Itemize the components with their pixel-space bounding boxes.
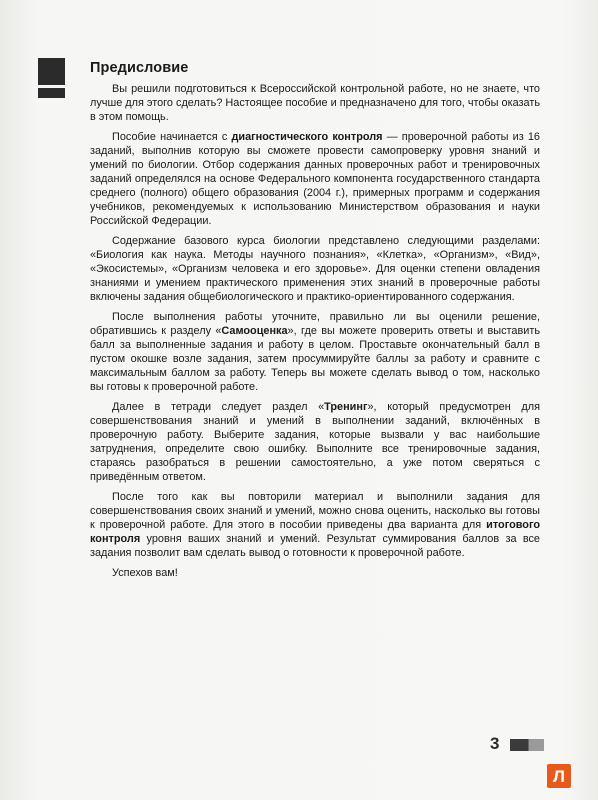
paragraph-final-control: После того как вы повторили материал и выполнили задания для совершенствования своих знаний и умений, можно снова оценить, насколько вы готовы к проверочной работе. Для этого в пособии приведены два варианта для итогового контроля уровня ваших знаний и умений. Результат суммирования баллов за все задания позволит вам сделать вывод о готовности к проверочной работе. bbox=[90, 491, 540, 559]
term-self-assessment: Самооценка bbox=[221, 325, 288, 337]
preface-text bbox=[90, 82, 540, 580]
page-title: Предисловие bbox=[90, 60, 189, 76]
term-final-control: итогового контроля bbox=[90, 519, 540, 545]
labirint-logo-icon bbox=[547, 764, 571, 788]
paragraph-self-assessment: После выполнения работы уточните, правильно ли вы оценили решение, обратившись к разделу «Самооценка», где вы можете проверить ответы и выставить балл за выполненные задания и работу в целом. Проставьте окончательный балл в пустом окошке возле задания, затем просуммируйте баллы за работу и сравните с максимальным баллом за работу. Теперь вы можете сделать вывод о том, насколько вы готовы к проверочной работе. bbox=[90, 311, 540, 393]
page-number-bar bbox=[510, 739, 544, 751]
paragraph-diagnostic: Пособие начинается с диагностического контроля — проверочной работы из 16 заданий, выполнив которую вы сможете провести самопроверку уровня знаний и умений по биологии. Отбор содержания данных проверочных работ и тренировочных заданий определялся на основе Федерального компонента государственного стандарта среднего (полного) общего образования (2004 г.), примерных программ и содержания учебников, рекомендуемых к использованию Министерством образования и науки Российской Федерации. bbox=[90, 131, 540, 227]
term-training: Тренинг bbox=[324, 401, 368, 413]
paragraph-training: Далее в тетради следует раздел «Тренинг», который предусмотрен для совершенствования знаний и умений в выполнении заданий, включённых в проверочную работу. Выберите задания, которые вызвали у вас наибольшие затруднения, определите свою ошибку. Выполните все тренировочные задания, стараясь разобраться в решении самостоятельно, а уже потом сверяться с приведённым ответом. bbox=[90, 401, 540, 483]
section-marker-bar bbox=[38, 88, 65, 98]
page-number: 3 bbox=[490, 734, 500, 753]
paragraph-sections: Содержание базового курса биологии представлено следующими разделами: «Биология как наука. Методы научного познания», «Клетка», «Организм», «Вид», «Экосистемы», «Организм человека и его здоровье». Для оценки степени овладения знаниями и умением практического применения этих знаний в проверочные работы включены задания общебиологического и практико-ориентированного содержания. bbox=[90, 235, 540, 303]
paragraph-closing: Успехов вам! bbox=[112, 567, 178, 579]
term-diagnostic-control: диагностического контроля bbox=[231, 131, 383, 143]
logo-letter: Л bbox=[553, 766, 565, 786]
section-marker-square bbox=[38, 58, 65, 85]
paragraph-intro: Вы решили подготовиться к Всероссийской контрольной работе, но не знаете, что лучше для этого сделать? Настоящее пособие и предназначено для того, чтобы оказать в этом помощь. bbox=[90, 83, 540, 123]
